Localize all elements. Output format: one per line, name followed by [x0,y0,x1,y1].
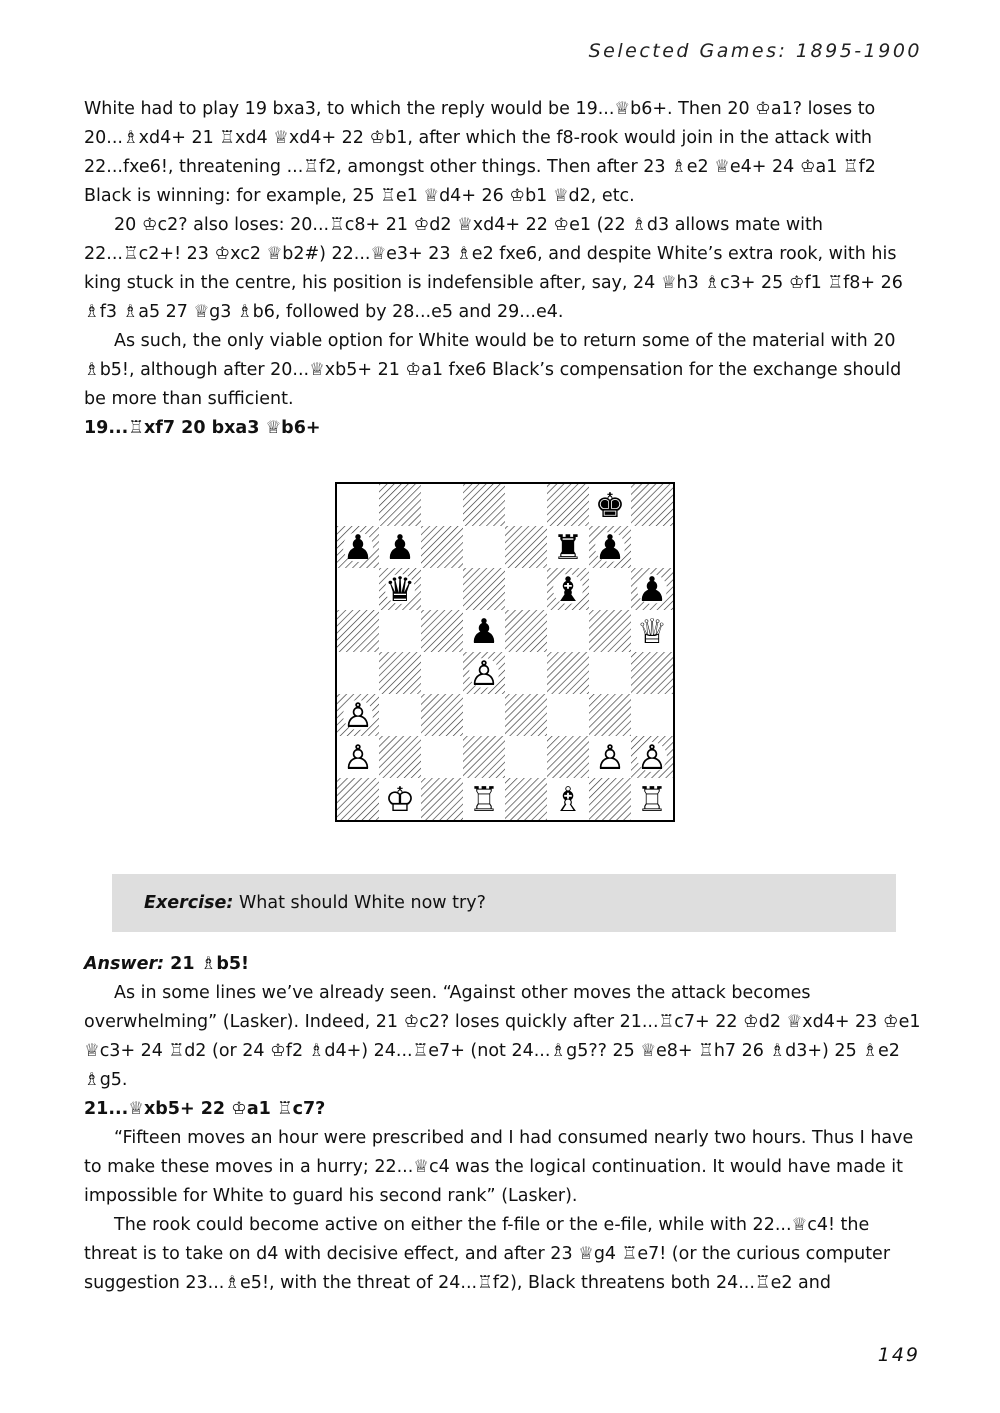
dark-square [379,652,421,694]
white-pawn-a3: ♙ [342,696,374,736]
black-bishop-f6: ♝ [552,570,584,610]
white-pawn-g2: ♙ [594,738,626,778]
move-line: 21...♕xb5+ 22 ♔a1 ♖c7? [84,1099,326,1119]
light-square [505,652,547,694]
light-square [463,694,505,736]
dark-square [463,568,505,610]
light-square [337,652,379,694]
light-square [631,694,673,736]
paragraph: The rook could become active on either the f-file or the e-file, while with 22...♕c4! the threat is to take on d4 with decisive effect, and after 23 ♕g4 ♖e7! (or the curious computer suggestion 23...♗e5!, with the threat of 24...♖f2), Black threatens both 24...♖e2 and [84,1215,891,1293]
light-square [421,736,463,778]
exercise-label: Exercise: [144,893,234,913]
text-block-bottom [84,950,924,1298]
white-bishop-f1: ♗ [552,780,584,820]
paragraph: As such, the only viable option for White would be to return some of the material with 20 ♗b5!, although after 20...♕xb5+ 21 ♔a1 fxe6 Black’s compensation for the exchange should be more than sufficient. [84,331,902,409]
dark-square [421,610,463,652]
dark-square [631,484,673,526]
dark-square [463,736,505,778]
black-pawn-g7: ♟ [594,528,626,568]
dark-square [421,778,463,820]
white-rook-h1: ♖ [636,780,668,820]
dark-square [505,526,547,568]
light-square [379,694,421,736]
dark-square [421,526,463,568]
white-queen-h5: ♕ [636,612,668,652]
white-pawn-h2: ♙ [636,738,668,778]
white-king-b1: ♔ [384,780,416,820]
black-queen-b6: ♛ [384,570,416,610]
dark-square [547,484,589,526]
white-rook-d1: ♖ [468,780,500,820]
dark-square [547,652,589,694]
light-square [379,610,421,652]
dark-square [337,610,379,652]
exercise-box [112,874,896,932]
light-square [421,568,463,610]
black-pawn-b7: ♟ [384,528,416,568]
light-square [505,736,547,778]
exercise-question: What should White now try? [233,893,486,913]
answer-label: Answer: [84,954,165,974]
light-square [421,652,463,694]
text-block-top [84,95,924,443]
dark-square [379,484,421,526]
dark-square [547,736,589,778]
dark-square [379,736,421,778]
light-square [547,610,589,652]
light-square [505,484,547,526]
light-square [463,526,505,568]
paragraph: As in some lines we’ve already seen. “Against other moves the attack becomes overwhelming” (Lasker). Indeed, 21 ♔c2? loses quickly after 21...♖c7+ 22 ♔d2 ♕xd4+ 23 ♔e1 ♕c3+ 24 ♖d2 (or 24 ♔f2 ♗d4+) 24...♖e7+ (not 24...♗g5?? 25 ♕e8+ ♖h7 26 ♗d3+) 25 ♗e2 ♗g5. [84,983,921,1090]
dark-square [505,694,547,736]
dark-square [505,778,547,820]
chess-diagram [335,482,675,822]
black-king-g8: ♚ [594,486,626,526]
dark-square [589,694,631,736]
white-pawn-a2: ♙ [342,738,374,778]
running-header: Selected Games: 1895-1900 [588,40,922,62]
light-square [337,484,379,526]
light-square [337,568,379,610]
black-pawn-d5: ♟ [468,612,500,652]
light-square [589,652,631,694]
paragraph: “Fifteen moves an hour were prescribed and I had consumed nearly two hours. Thus I have to make these moves in a hurry; 22...♕c4 was the logical continuation. It would have made it impossible for White to guard his second rank” (Lasker). [84,1128,914,1206]
light-square [505,568,547,610]
answer-move: 21 ♗b5! [164,954,250,974]
dark-square [421,694,463,736]
dark-square [589,610,631,652]
black-pawn-a7: ♟ [342,528,374,568]
black-rook-f7: ♜ [552,528,584,568]
dark-square [337,778,379,820]
dark-square [589,778,631,820]
move-line: 19...♖xf7 20 bxa3 ♕b6+ [84,418,321,438]
dark-square [505,610,547,652]
dark-square [631,652,673,694]
paragraph: 20 ♔c2? also loses: 20...♖c8+ 21 ♔d2 ♕xd4+ 22 ♔e1 (22 ♗d3 allows mate with 22...♖c2+! 23 ♔xc2 ♕b2#) 22...♕e3+ 23 ♗e2 fxe6, and despite White’s extra rook, with his king stuck in the centre, his position is indefensible after, say, 24 ♕h3 ♗c3+ 25 ♔f1 ♖f8+ 26 ♗f3 ♗a5 27 ♕g3 ♗b6, followed by 28...e5 and 29...e4. [84,215,903,322]
light-square [631,526,673,568]
paragraph: White had to play 19 bxa3, to which the reply would be 19...♕b6+. Then 20 ♔a1? loses to 20...♗xd4+ 21 ♖xd4 ♕xd4+ 22 ♔b1, after which the f8-rook would join in the attack with 22...fxe6!, threatening ...♖f2, amongst other things. Then after 23 ♗e2 ♕e4+ 24 ♔a1 ♖f2 Black is winning: for example, 25 ♖e1 ♕d4+ 26 ♔b1 ♕d2, etc. [84,99,876,206]
light-square [547,694,589,736]
black-pawn-h6: ♟ [636,570,668,610]
page-number: 149 [877,1344,920,1366]
white-pawn-d4: ♙ [468,654,500,694]
light-square [589,568,631,610]
dark-square [463,484,505,526]
light-square [421,484,463,526]
